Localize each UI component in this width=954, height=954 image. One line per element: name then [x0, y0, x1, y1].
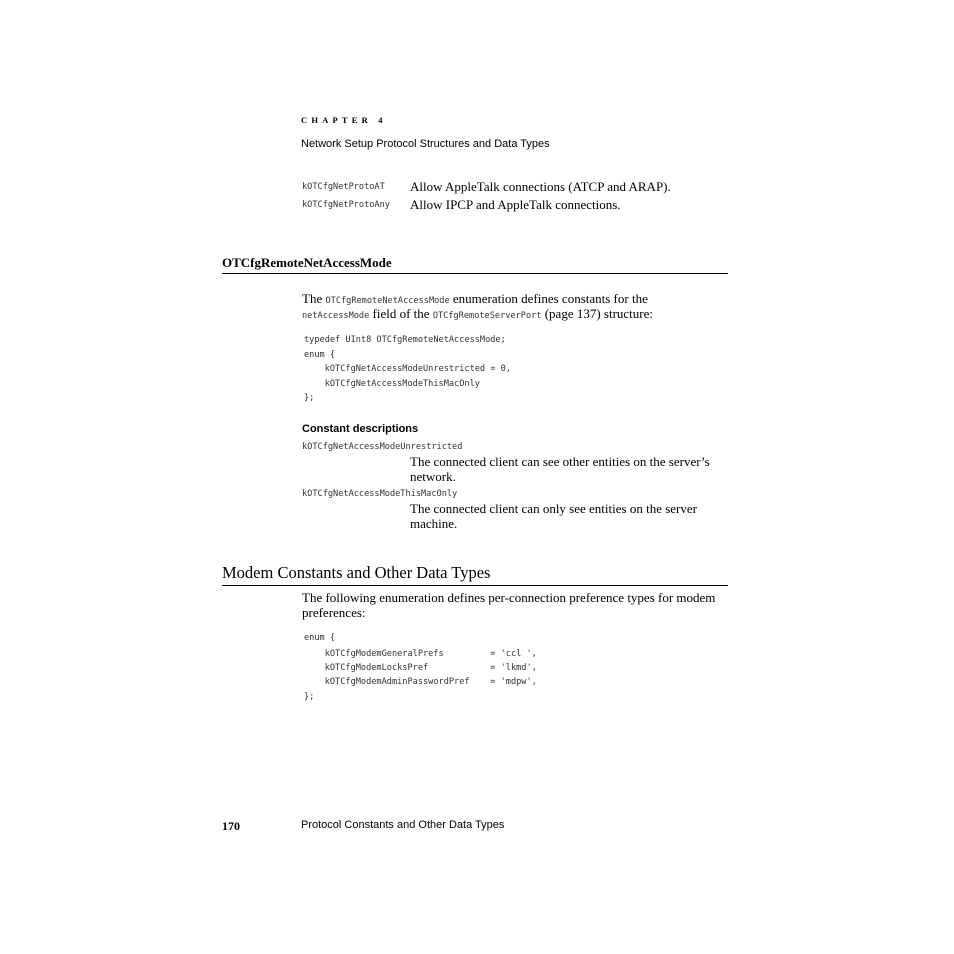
section-rule — [222, 585, 728, 586]
intro-line-2 — [302, 306, 653, 324]
intro-text: enumeration defines constants for the — [449, 291, 648, 306]
constant-name: kOTCfgNetAccessModeThisMacOnly — [302, 489, 458, 499]
code-line: enum { — [304, 633, 336, 643]
constant-description: machine. — [410, 516, 458, 531]
type-ref: OTCfgRemoteServerPort — [432, 311, 542, 321]
constant-name: kOTCfgNetProtoAT — [302, 182, 385, 192]
section-heading: OTCfgRemoteNetAccessMode — [222, 255, 392, 270]
section-rule — [222, 273, 728, 274]
code-line: kOTCfgModemLocksPref = 'lkmd', — [304, 663, 537, 673]
intro-line-1: The following enumeration defines per-connection preference types for modem — [302, 590, 716, 605]
code-line: typedef UInt8 OTCfgRemoteNetAccessMode; — [304, 335, 506, 345]
field-ref: netAccessMode — [302, 311, 370, 321]
major-heading: Modem Constants and Other Data Types — [222, 563, 491, 582]
constant-name: kOTCfgNetProtoAny — [302, 200, 390, 210]
intro-text: (page 137) structure: — [541, 306, 654, 321]
subheading: Constant descriptions — [302, 423, 419, 435]
constant-description: Allow IPCP and AppleTalk connections. — [410, 197, 621, 212]
type-ref: OTCfgRemoteNetAccessMode — [325, 296, 450, 306]
intro-text: The — [302, 291, 326, 306]
page-number: 170 — [222, 819, 240, 833]
constant-name: kOTCfgNetAccessModeUnrestricted — [302, 442, 463, 452]
constant-description: The connected client can only see entities on the server — [410, 501, 697, 516]
running-title: Network Setup Protocol Structures and Data Types — [301, 138, 550, 150]
footer-title: Protocol Constants and Other Data Types — [301, 819, 505, 831]
code-line: }; — [304, 692, 315, 702]
code-line: kOTCfgNetAccessModeUnrestricted = 0, — [304, 364, 511, 374]
constant-description: The connected client can see other entities on the server’s — [410, 454, 710, 469]
code-line: enum { — [304, 350, 336, 360]
intro-text: field of the — [369, 306, 433, 321]
code-line: kOTCfgModemGeneralPrefs = 'ccl ', — [304, 649, 537, 659]
intro-line-2: preferences: — [302, 605, 366, 620]
constant-description: network. — [410, 469, 456, 484]
constant-description: Allow AppleTalk connections (ATCP and ARAP). — [410, 179, 671, 194]
chapter-label: CHAPTER 4 — [301, 115, 387, 125]
code-line: kOTCfgModemAdminPasswordPref = 'mdpw', — [304, 677, 537, 687]
code-line: }; — [304, 393, 315, 403]
code-line: kOTCfgNetAccessModeThisMacOnly — [304, 379, 480, 389]
